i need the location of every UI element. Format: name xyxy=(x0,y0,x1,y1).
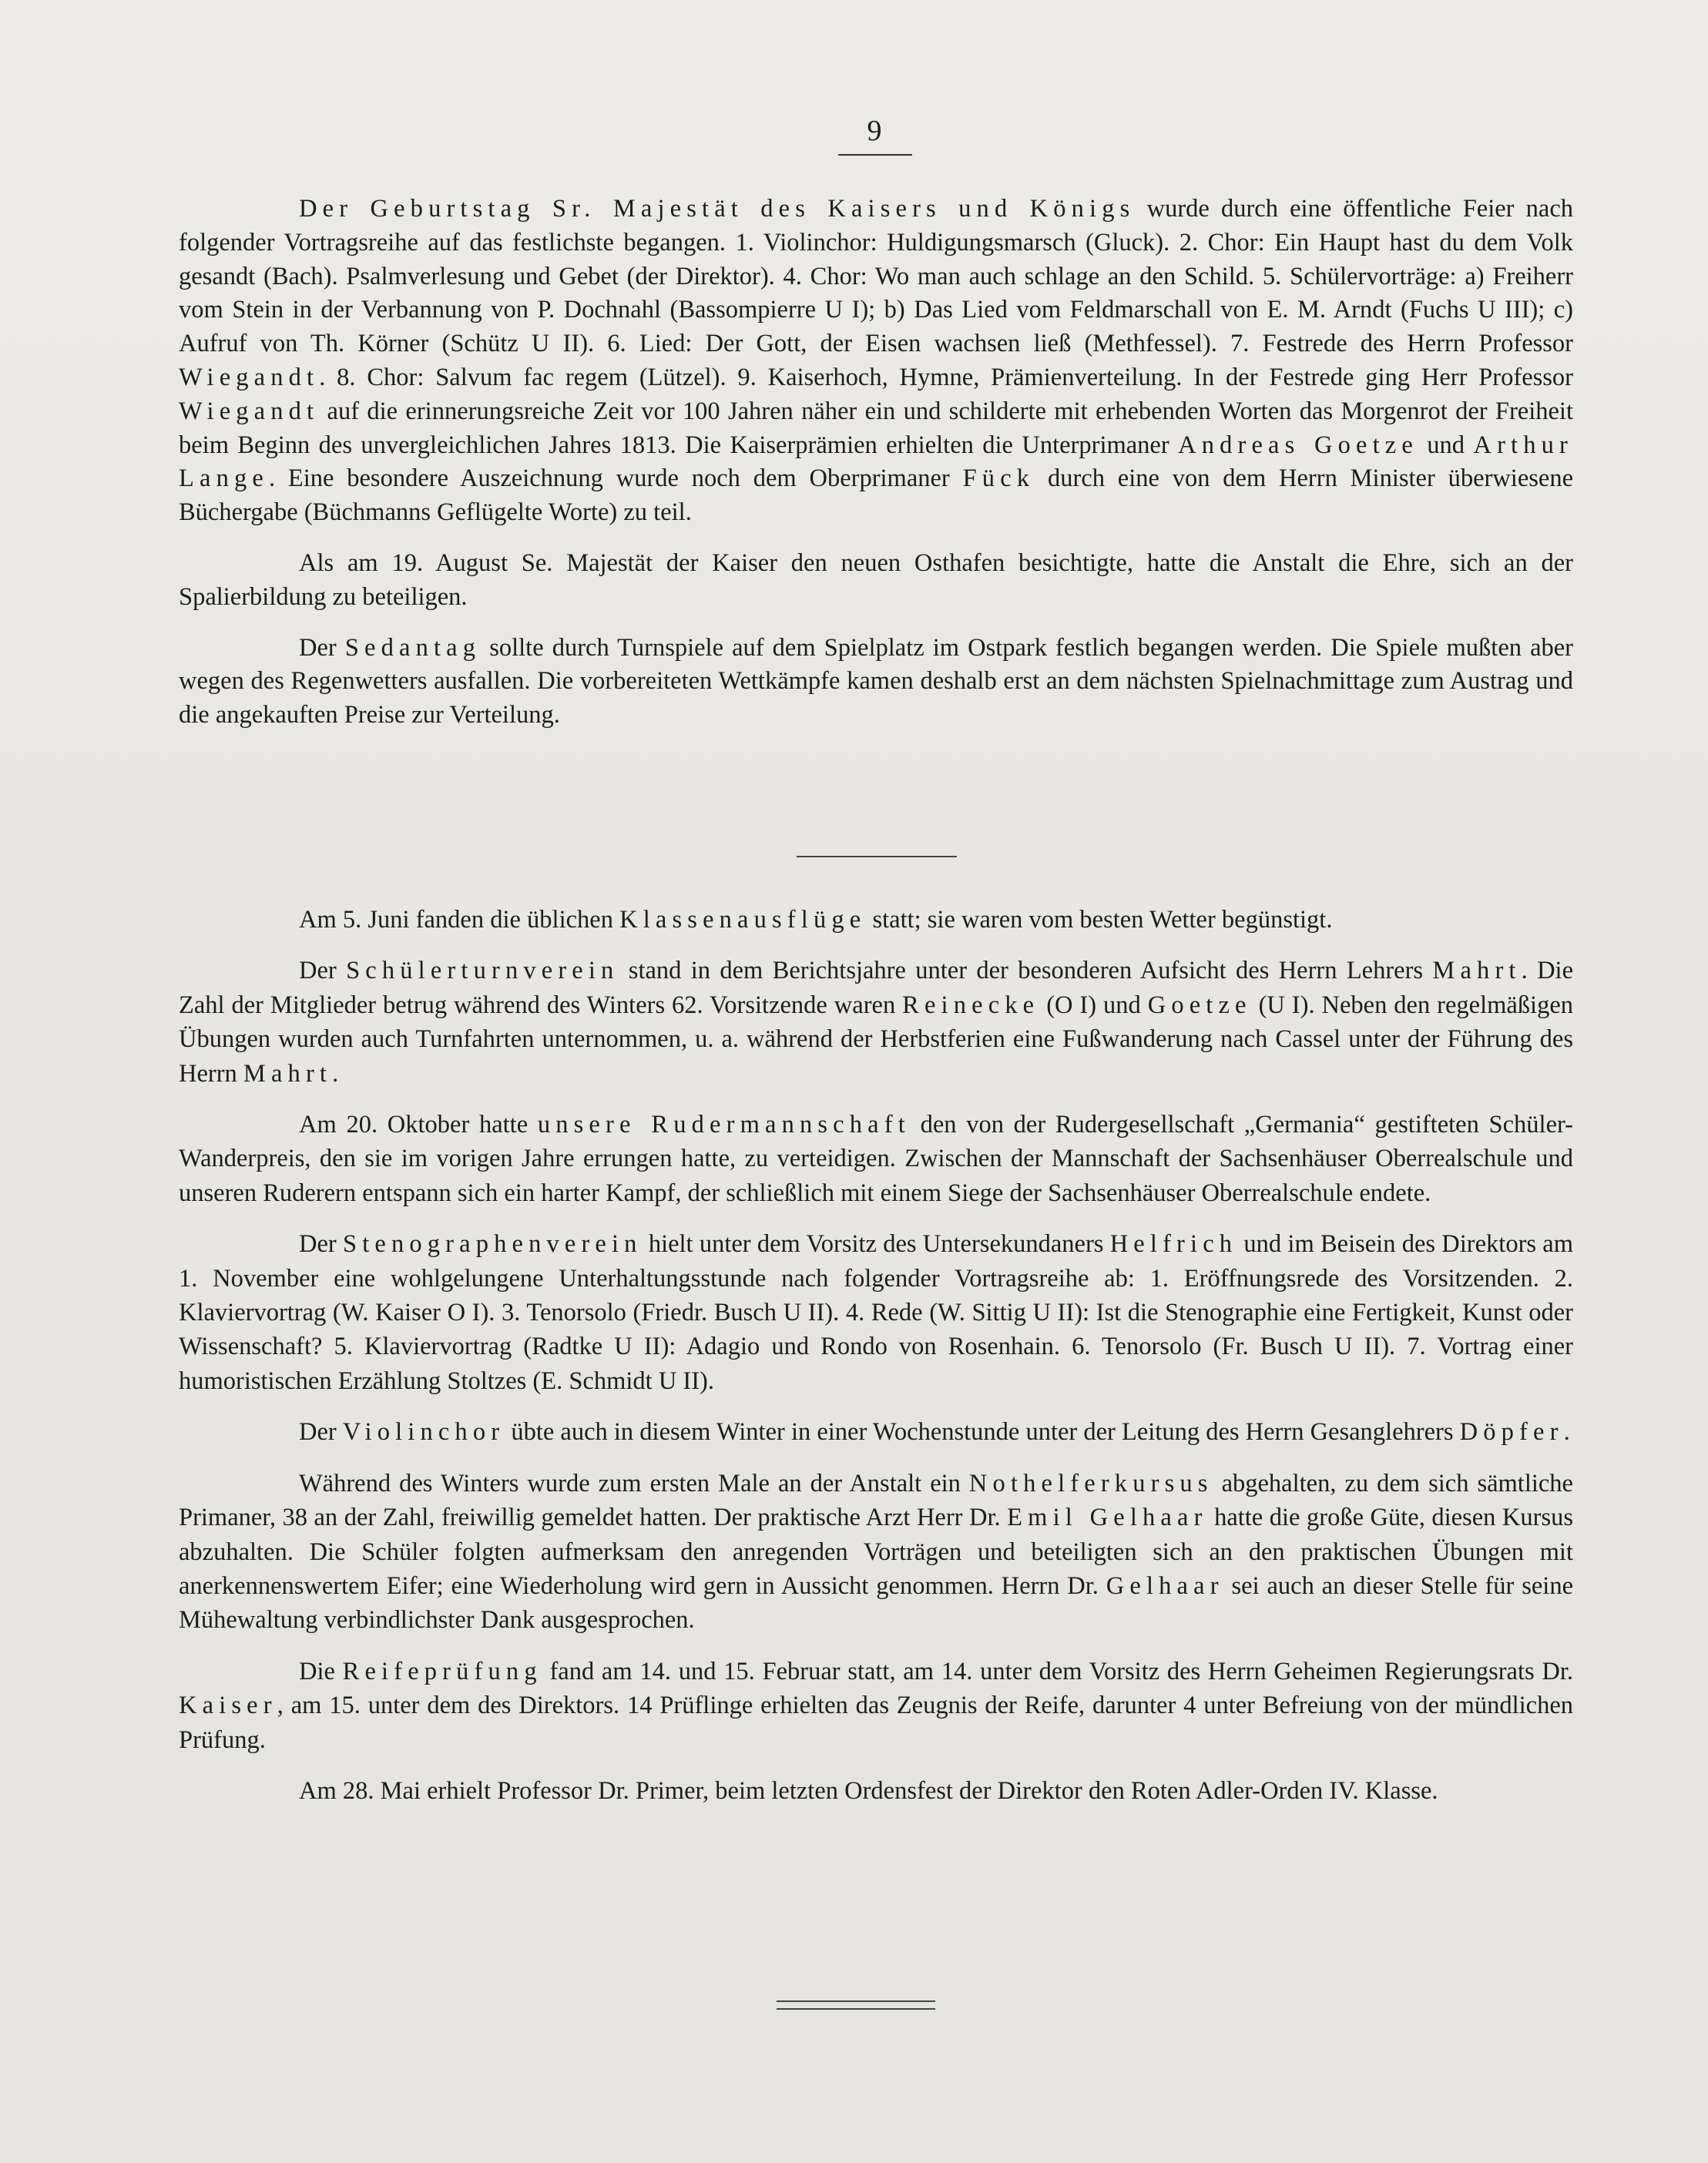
text-run: Am 20. Oktober hatte xyxy=(299,1111,538,1139)
spaced-emphasis: Violinchor xyxy=(342,1418,505,1447)
spaced-emphasis: Andreas Goetze xyxy=(1178,431,1418,459)
text-run: Der xyxy=(299,1418,343,1447)
text-run: übte auch in diesem Winter in einer Wochenstunde unter der Leitung des Herrn Gesanglehrers xyxy=(505,1418,1460,1447)
spaced-emphasis: Mahrt xyxy=(243,1059,333,1088)
spaced-emphasis: Nothelferkursus xyxy=(968,1469,1213,1497)
spaced-emphasis: Der Geburtstag Sr. Majestät des Kaisers und Königs xyxy=(299,195,1136,223)
spaced-emphasis: Arthur Lange xyxy=(179,431,1574,493)
text-run: statt; sie waren vom besten Wetter begünstigt. xyxy=(866,906,1333,934)
text-run: Während des Winters wurde zum ersten Male an der Anstalt ein xyxy=(299,1469,969,1497)
spaced-emphasis: Kaiser xyxy=(179,1692,277,1720)
text-block-lower xyxy=(179,903,1573,1808)
text-run: . xyxy=(332,1059,339,1088)
paragraph-geburtstag xyxy=(179,193,1573,530)
end-double-rule xyxy=(777,2000,935,2010)
text-run: wurde durch eine öffentliche Feier nach folgender Vortragsreihe auf das festlichste begangen. 1. Violinchor: Huldigungsmarsch (Gluck). 2. Chor: Ein Haupt hast du dem Volk gesandt (Bach). Psalmverlesung und Gebet (der Direktor). 4. Chor: Wo man auch schlage an den Schild. 5. Schülervorträge: a) Freiherr vom Stein in der Verbannung von P. Dochnahl (Bassompierre U I); b) Das Lied vom Feldmarschall von E. M. Arndt (Fuchs U III); c) Aufruf von Th. Körner (Schütz U II). 6. Lied: Der Gott, der Eisen wachsen ließ (Methfessel). 7. Festrede des Herrn Professor xyxy=(179,195,1573,358)
text-run: (O I) und xyxy=(1039,991,1148,1019)
paragraph-reifepruefung xyxy=(179,1655,1573,1757)
text-run: und xyxy=(1418,431,1474,459)
spaced-emphasis: Reinecke xyxy=(902,991,1040,1019)
text-run: den von der Rudergesellschaft „Germania“ gestifteten Schüler-Wanderpreis, den sie im vorigen Jahre errungen hatte, zu verteidigen. Zwischen der Mannschaft der Sachsenhäuser Oberrealschule und unseren Ruderern entspann sich ein harter Kampf, der schließlich mit einem Siege der Sachsenhäuser Oberrealschule endete. xyxy=(179,1111,1573,1207)
paragraph-orden xyxy=(179,1774,1573,1808)
paragraph-rudermannschaft xyxy=(179,1108,1573,1210)
spaced-emphasis: Klassenausflüge xyxy=(619,906,867,934)
page-number: 9 xyxy=(867,115,882,147)
spaced-emphasis: Helfrich xyxy=(1109,1230,1238,1259)
text-run: Der xyxy=(299,957,347,985)
spaced-emphasis: Reifeprüfung xyxy=(342,1657,542,1685)
text-block-upper xyxy=(179,193,1573,733)
spaced-emphasis: Döpfer xyxy=(1459,1418,1564,1447)
spaced-emphasis: Schülerturnverein xyxy=(346,957,619,985)
paragraph-nothelferkursus xyxy=(179,1467,1573,1638)
text-run: (U I). Neben den regelmäßigen Übungen wurden auch Turnfahrten unternommen, u. a. während der Herbstferien eine Fußwanderung nach Cassel unter der Führung des Herrn xyxy=(179,991,1574,1088)
text-run: Der xyxy=(299,633,345,662)
text-run: Der xyxy=(299,1230,343,1259)
text-run: . xyxy=(1563,1418,1570,1447)
text-run: und im Beisein des Direktors am 1. November eine wohlgelungene Unterhaltungsstunde nach folgender Vortragsreihe ab: 1. Eröffnungsrede des Vorsitzenden. 2. Klaviervortrag (W. Kaiser O I). 3. Tenorsolo (Friedr. Busch U II). 4. Rede (W. Sittig U II): Ist die Stenographie eine Fertigkeit, Kunst oder Wissenschaft? 5. Klaviervortrag (Radtke U II): Adagio und Rondo von Rosenhain. 6. Tenorsolo (Fr. Busch U II). 7. Vortrag einer humoristischen Erzählung Stoltzes (E. Schmidt U II). xyxy=(179,1230,1573,1395)
page-number-underline xyxy=(838,154,912,156)
paragraph-osthafen xyxy=(179,547,1573,615)
text-run: Am 28. Mai erhielt Professor Dr. Primer, beim letzten Ordensfest der Direktor den Roten Adler-Orden IV. Klasse. xyxy=(299,1776,1438,1805)
spaced-emphasis: Mahrt xyxy=(1432,957,1522,985)
text-run: durch eine von dem Herrn Minister überwiesene Büchergabe (Büchmanns Geflügelte Worte) zu teil. xyxy=(179,464,1573,527)
text-run: . Eine besondere Auszeichnung wurde noch dem Oberprimaner xyxy=(268,464,963,493)
spaced-emphasis: Wiegandt xyxy=(179,363,320,391)
spaced-emphasis: Gelhaar xyxy=(1106,1571,1224,1600)
spaced-emphasis: Wiegandt xyxy=(179,397,320,425)
text-run: hatte die große Güte, diesen Kursus abzuhalten. Die Schüler folgten aufmerksam den anregenden Vorträgen und beteiligten sich an den praktischen Übungen mit anerkennenswertem Eifer; eine Wiederholung wird gern in Aussicht genommen. Herrn Dr. xyxy=(179,1504,1573,1600)
text-run: . Die Zahl der Mitglieder betrug während des Winters 62. Vorsitzende waren xyxy=(179,957,1574,1019)
text-run: sei auch an dieser Stelle für seine Mühewaltung verbindlichster Dank ausgesprochen. xyxy=(179,1571,1573,1635)
text-run: fand am 14. und 15. Februar statt, am 14. unter dem Vorsitz des Herrn Geheimen Regierungsrats Dr. xyxy=(542,1657,1573,1685)
spaced-emphasis: Sedantag xyxy=(344,633,482,662)
spaced-emphasis: unsere Rudermannschaft xyxy=(537,1111,911,1139)
spaced-emphasis: Stenographenverein xyxy=(342,1230,643,1259)
spaced-emphasis: Emil Gelhaar xyxy=(1007,1504,1208,1532)
text-run: hielt unter dem Vorsitz des Untersekundaners xyxy=(642,1230,1110,1259)
spaced-emphasis: Fück xyxy=(962,464,1035,493)
text-run: . 8. Chor: Salvum fac regem (Lützel). 9. Kaiserhoch, Hymne, Prämienverteilung. In der Festrede ging Herr Professor xyxy=(319,363,1573,391)
text-run: auf die erinnerungsreiche Zeit vor 100 Jahren näher ein und schilderte mit erhebenden Worten das Morgenrot der Freiheit beim Beginn des unvergleichlichen Jahres 1813. Die Kaiserprämien erhielten die Unterprimaner xyxy=(179,397,1573,459)
text-run: sollte durch Turnspiele auf dem Spielplatz im Ostpark festlich begangen werden. Die Spiele mußten aber wegen des Regenwetters ausfallen. Die vorbereiteten Wettkämpfe kamen deshalb erst an dem nächsten Spielnachmittage zum Austrag und die angekauften Preise zur Verteilung. xyxy=(179,633,1574,729)
paragraph-schuelerturnverein xyxy=(179,954,1573,1091)
paragraph-sedantag xyxy=(179,632,1573,733)
text-run: Am 5. Juni fanden die üblichen xyxy=(299,906,620,934)
paragraph-stenographenverein xyxy=(179,1227,1573,1398)
text-run: abgehalten, zu dem sich sämtliche Primaner, 38 an der Zahl, freiwillig gemeldet hatten. Der praktische Arzt Herr Dr. xyxy=(179,1469,1573,1532)
text-run: stand in dem Berichtsjahre unter der besonderen Aufsicht des Herrn Lehrers xyxy=(619,957,1433,985)
text-run: Die xyxy=(299,1657,343,1685)
paragraph-klassenausfluege xyxy=(179,903,1573,937)
paragraph-violinchor xyxy=(179,1415,1573,1449)
section-divider xyxy=(797,856,957,857)
text-run: Als am 19. August Se. Majestät der Kaiser den neuen Osthafen besichtigte, hatte die Anstalt die Ehre, sich an der Spalierbildung zu beteiligen. xyxy=(179,548,1573,611)
spaced-emphasis: Goetze xyxy=(1147,991,1252,1019)
text-run: , am 15. unter dem des Direktors. 14 Prüflinge erhielten das Zeugnis der Reife, darunter 4 unter Befreiung von der mündlichen Prüfung. xyxy=(179,1692,1573,1754)
